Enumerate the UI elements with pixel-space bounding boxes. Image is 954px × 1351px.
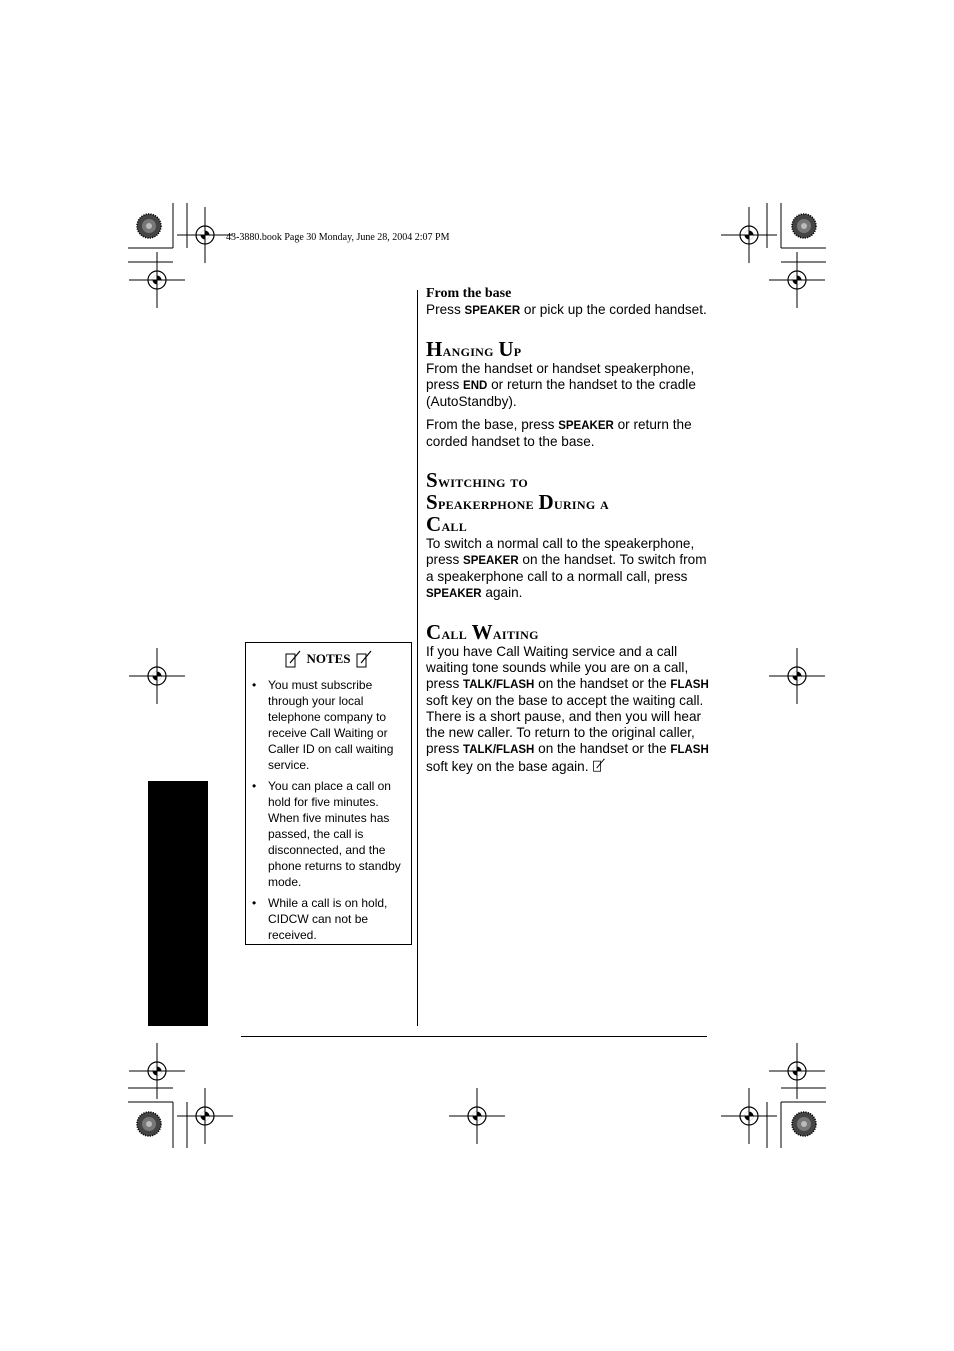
- subheading-from-base: From the base: [426, 286, 512, 301]
- crosshair-icon: [721, 207, 777, 263]
- column-divider: [417, 290, 418, 1026]
- notepad-pencil-icon: [284, 650, 302, 668]
- call-waiting-p1: If you have Call Waiting service and a call waiting tone sounds while you are on a call, press TALK/FLASH on the handset or the FLASH soft key on the base to accept the waiting call. There is a short pause, and then you will hear the new caller. To return to the original caller, press TALK/FLASH on the handset or the FLASH soft key on the base again.: [426, 644, 709, 774]
- switching-p1: To switch a normal call to the speakerphone, press SPEAKER on the handset. To switch from a speakerphone call to a normall call, press SPEAKER again.: [426, 536, 707, 600]
- crosshair-icon: [449, 1088, 505, 1144]
- starburst-icon: [792, 1112, 816, 1136]
- crosshair-icon: [769, 1043, 825, 1099]
- notepad-pencil-icon: [355, 650, 373, 668]
- notepad-pencil-icon: [592, 758, 606, 772]
- crosshair-icon: [769, 252, 825, 308]
- heading-hanging-up: Hanging Up: [426, 337, 522, 361]
- crosshair-icon: [769, 648, 825, 704]
- notes-label: NOTES: [306, 651, 351, 666]
- notes-box: [245, 642, 412, 945]
- notes-title: [246, 647, 411, 671]
- section-switching: [426, 470, 711, 602]
- crosshair-icon: [177, 1088, 233, 1144]
- starburst-icon: [137, 214, 161, 238]
- notes-list: [246, 677, 411, 943]
- starburst-icon: [792, 214, 816, 238]
- section-hanging-up: [426, 339, 711, 450]
- crosshair-icon: [721, 1088, 777, 1144]
- hanging-up-p2: From the base, press SPEAKER or return the corded handset to the base.: [426, 417, 692, 449]
- note-item: • You can place a call on hold for five minutes. When five minutes has passed, the call is disconnected, and the phone returns to standby mode.: [268, 778, 407, 890]
- hanging-up-p1: From the handset or handset speakerphone, press END or return the handset to the cradle (AutoStandby).: [426, 361, 696, 409]
- page-header: 43-3880.book Page 30 Monday, June 28, 2004 2:07 PM: [226, 232, 450, 243]
- main-column: [426, 286, 711, 782]
- note-item: • While a call is on hold, CIDCW can not be received.: [268, 895, 407, 943]
- crosshair-icon: [129, 1043, 185, 1099]
- section-call-waiting: [426, 622, 711, 775]
- intro-paragraph: Press SPEAKER or pick up the corded handset.: [426, 302, 707, 317]
- starburst-icon: [137, 1112, 161, 1136]
- crosshair-icon: [177, 207, 233, 263]
- heading-switching: Switching to Speakerphone During a Call: [426, 468, 610, 536]
- heading-call-waiting: Call Waiting: [426, 620, 539, 644]
- crosshair-icon: [129, 648, 185, 704]
- note-item: • You must subscribe through your local telephone company to receive Call Waiting or Caller ID on call waiting service.: [268, 677, 407, 773]
- section-tab: [148, 781, 208, 1026]
- crosshair-icon: [129, 252, 185, 308]
- footer-rule: [241, 1036, 707, 1037]
